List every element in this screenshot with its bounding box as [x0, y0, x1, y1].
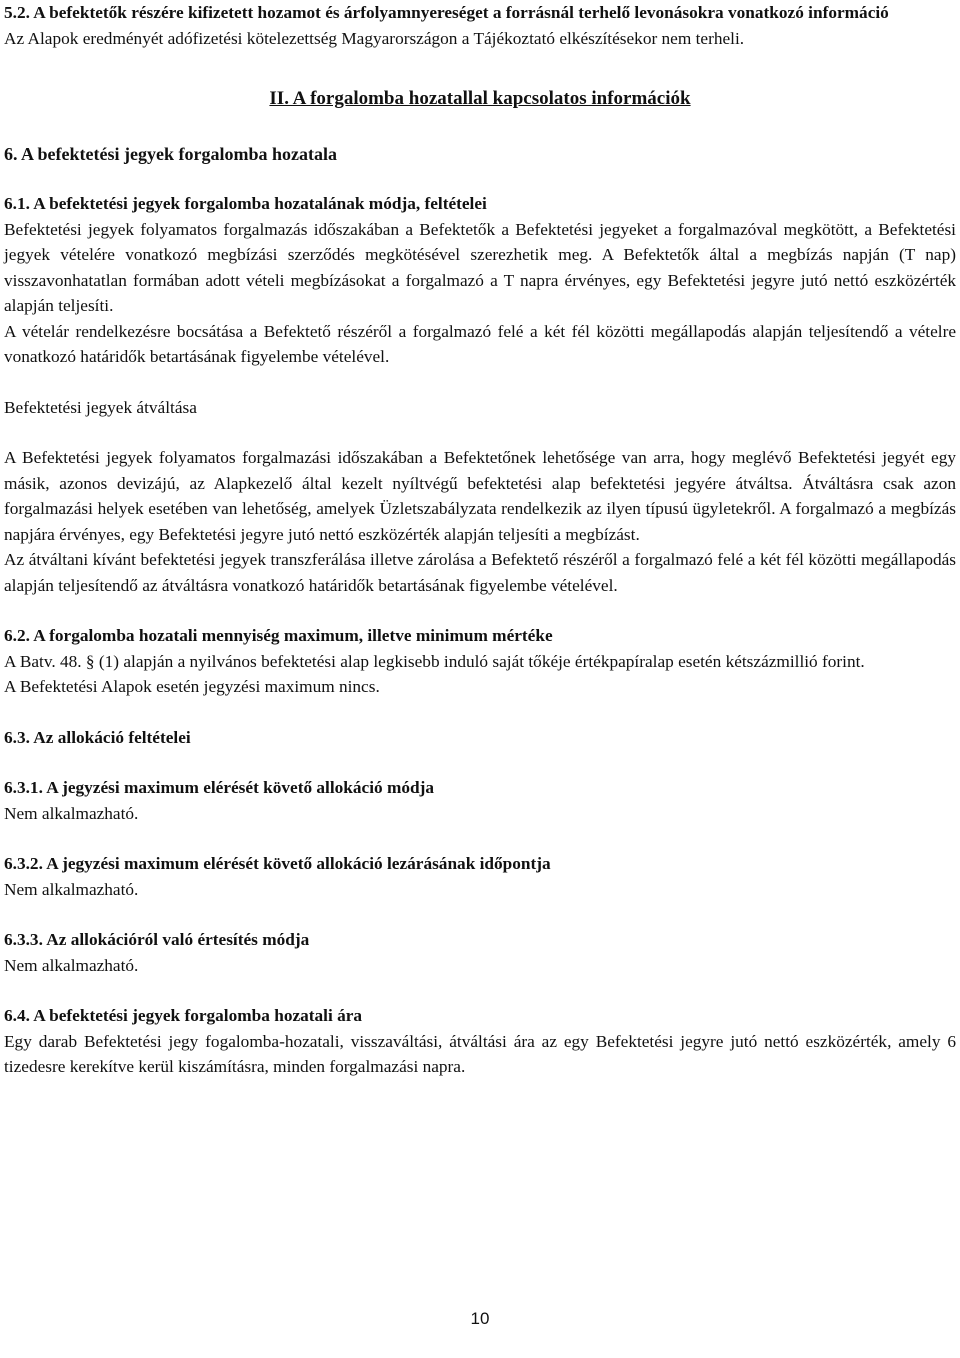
section-6-3-heading: 6.3. Az allokáció feltételei — [4, 727, 191, 747]
conversion-paragraph-1: A Befektetési jegyek folyamatos forgalmazási időszakában a Befektetőnek lehetősége van arra, hogy meglévő Befektetési jegyét egy másik, azonos devizájú, az Alapkezelő által kezelt nyíltvégű befektetési alap befektetési jegyére átváltsa. Átváltásra csak azon forgalmazási helyek esetében van lehetőség, amelyek Üzletszabályzata rendelkezik az ilyen típusú ügyletekről. A forgalmazó a megbízás napjára érvényes, egy Befektetési jegyre jutó nettó eszközérték alapján teljesíti a megbízást. — [4, 448, 956, 544]
section-6-3-2-heading: 6.3.2. A jegyzési maximum elérését követő allokáció lezárásának időpontja — [4, 854, 551, 873]
section-6-4-heading: 6.4. A befektetési jegyek forgalomba hozatali ára — [4, 1006, 363, 1025]
section-6-1-paragraph-1: Befektetési jegyek folyamatos forgalmazás időszakában a Befektetők a Befektetési jegyeket a forgalmazóval megkötött, a Befektetési jegyek vételére vonatkozó megbízási szerződés megkötésével szerezhetik meg. A Befektetők által a megbízás napján (T nap) visszavonhatatlan formában adott vételi megbízásokat a forgalmazó a T napra érvényes, egy Befektetési jegyre jutó nettó eszközérték alapján teljesíti. — [4, 219, 956, 315]
section-5-2-text: Az Alapok eredményét adófizetési kötelezettség Magyarországon a Tájékoztató elkészítésekor nem terheli. — [4, 28, 745, 48]
section-6-3-3-text: Nem alkalmazható. — [4, 955, 139, 975]
document-page — [4, 0, 956, 1080]
conversion-heading: Befektetési jegyek átváltása — [4, 397, 197, 417]
section-6-1-paragraph-2: A vételár rendelkezésre bocsátása a Befektető részéről a forgalmazó felé a két fél közötti megállapodás alapján teljesítendő a vételre vonatkozó határidők betartásának figyelembe vételével. — [4, 321, 956, 366]
section-6-2-heading: 6.2. A forgalomba hozatali mennyiség maximum, illetve minimum mértéke — [4, 626, 553, 645]
section-6-3-1-heading: 6.3.1. A jegyzési maximum elérését követő allokáció módja — [4, 778, 435, 797]
page-number: 10 — [470, 1309, 490, 1328]
section-5-2-heading: 5.2. A befektetők részére kifizetett hozamot és árfolyamnyereséget a forrásnál terhelő levonásokra vonatkozó információ — [4, 3, 889, 22]
section-6-2-paragraph-2: A Befektetési Alapok esetén jegyzési maximum nincs. — [4, 677, 380, 696]
section-6-1-heading: 6.1. A befektetési jegyek forgalomba hozatalának módja, feltételei — [4, 194, 487, 213]
section-6-heading: 6. A befektetési jegyek forgalomba hozatala — [4, 143, 337, 164]
section-6-4-text: Egy darab Befektetési jegy fogalomba-hozatali, visszaváltási, átváltási ára az egy Befektetési jegyre jutó nettó eszközérték, amely 6 tizedesre kerekítve kerül kiszámításra, minden forgalmazási napra. — [4, 1031, 956, 1076]
section-6-3-3-heading: 6.3.3. Az allokációról való értesítés módja — [4, 930, 310, 949]
section-6-2-paragraph-1: A Batv. 48. § (1) alapján a nyilvános befektetési alap legkisebb induló saját tőkéje értékpapíralap esetén kétszázmillió forint. — [4, 651, 865, 671]
section-6-3-1-text: Nem alkalmazható. — [4, 803, 139, 823]
part-2-heading: II. A forgalomba hozatallal kapcsolatos információk — [269, 88, 691, 109]
conversion-paragraph-2: Az átváltani kívánt befektetési jegyek transzferálása illetve zárolása a Befektető részéről a forgalmazó felé a két fél közötti megállapodás alapján teljesítendő az átváltásra vonatkozó határidők betartásának figyelembe vételével. — [4, 550, 956, 595]
section-6-3-2-text: Nem alkalmazható. — [4, 879, 139, 899]
